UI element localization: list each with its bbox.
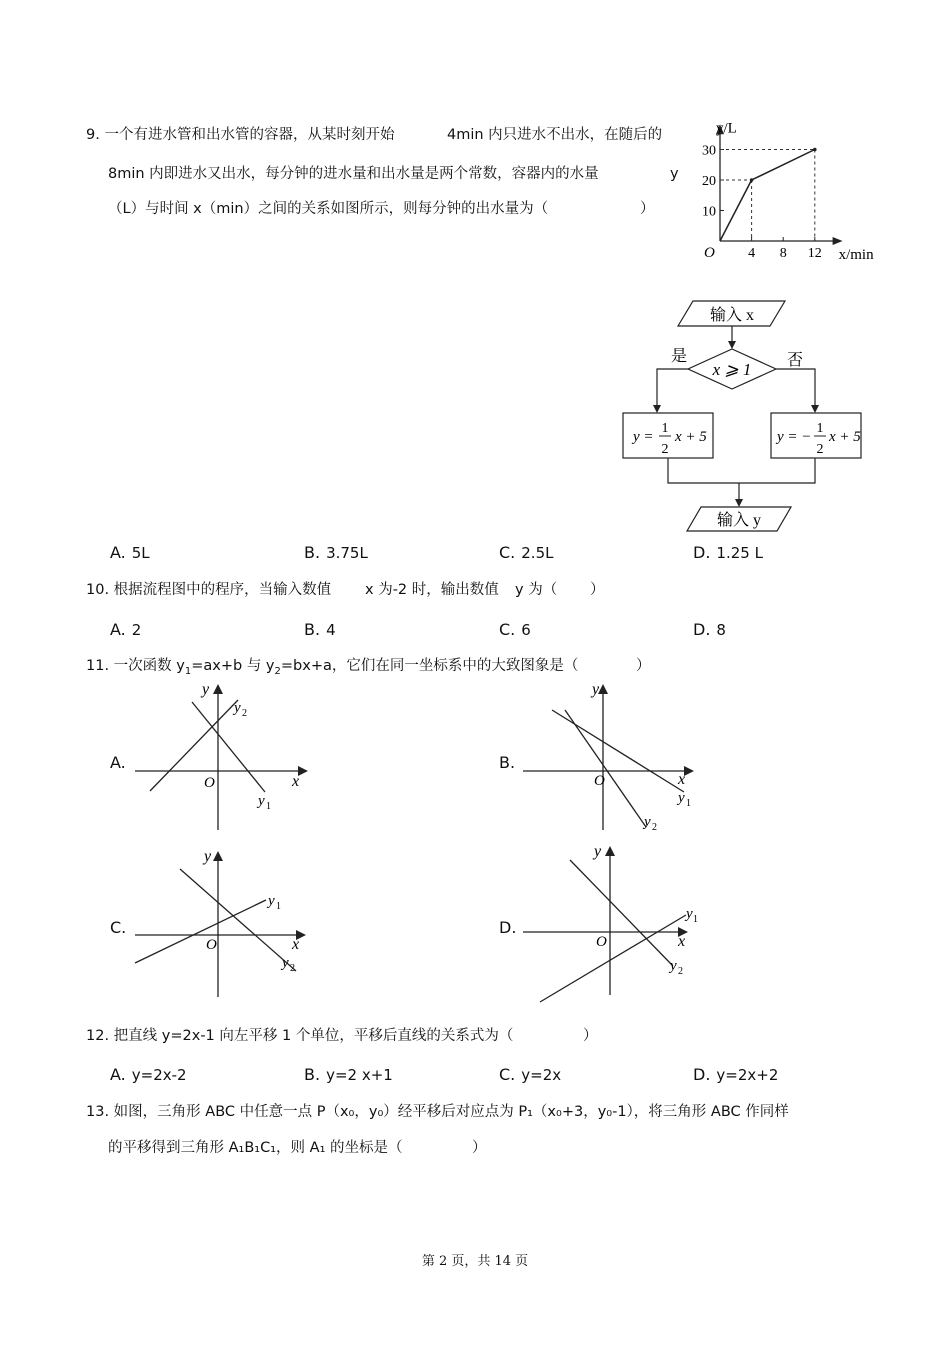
q12-option-b[interactable] [304, 1066, 393, 1084]
option-key: B. [304, 1065, 321, 1084]
option-key: A. [110, 1065, 126, 1084]
flowchart [615, 295, 880, 540]
series-line [720, 150, 815, 242]
data-point [750, 178, 754, 182]
line-y1-label: y [268, 893, 275, 909]
y-tick-label: 30 [702, 143, 716, 159]
line-y1-sub: 1 [276, 901, 281, 912]
flow-right-frac-den: 2 [816, 442, 824, 457]
option-text: y=2x+2 [716, 1066, 779, 1084]
option-key: D. [693, 1065, 711, 1084]
q10-stem-d: ） [590, 582, 605, 598]
q9-line3-tail: ） [640, 201, 655, 217]
line-y1-label: y [686, 906, 693, 922]
flow-left-lhs: y = [633, 429, 654, 445]
flow-left-frac-num: 1 [661, 421, 669, 436]
option-text: y=2x-2 [131, 1066, 187, 1084]
q11-option-a-key[interactable]: A. [110, 753, 126, 772]
line-y2-sub: 2 [678, 966, 683, 977]
option-key: D. [693, 543, 711, 562]
option-text: 4 [326, 621, 336, 639]
axis-y-label: y [594, 843, 602, 860]
q11-stem-a: 11. 一次函数 y [86, 658, 185, 674]
q11-stem-end: ） [636, 658, 651, 674]
axis-y-label: y [592, 681, 600, 698]
q12-stem: 12. 把直线 y=2x-1 向左平移 1 个单位，平移后直线的关系式为（ [86, 1028, 514, 1044]
origin-label: O [206, 937, 217, 953]
line-y1-sub: 1 [686, 798, 691, 809]
q9-option-d[interactable] [693, 544, 763, 562]
line-y2-label: y [670, 958, 677, 974]
line-y2-sub: 2 [242, 708, 247, 719]
origin-label: O [704, 245, 715, 261]
q13-line1: 13. 如图，三角形 ABC 中任意一点 P（x₀，y₀）经平移后对应点为 P₁（x₀+3，y₀-1），将三角形 ABC 作同样 [86, 1104, 789, 1120]
option-text: y=2x [521, 1066, 562, 1084]
q12-option-c[interactable] [499, 1066, 561, 1084]
option-key: A. [110, 620, 126, 639]
axis-x-label: x [678, 771, 686, 788]
q11-sub2: 2 [274, 665, 281, 677]
q11-stem-b: =ax+b 与 y [191, 658, 275, 674]
q11-graph-b[interactable] [518, 680, 698, 840]
q11-sub1: 1 [184, 665, 192, 677]
q9-line1-tail: 4min 内只进水不出水，在随后的 [447, 127, 663, 143]
line-y2-label: y [282, 955, 289, 971]
q9-chart [690, 110, 880, 270]
origin-label: O [596, 934, 607, 950]
option-key: D. [693, 620, 711, 639]
q10-stem-c: y 为（ [515, 582, 558, 598]
q12-option-d[interactable] [693, 1066, 778, 1084]
x-axis-label: x/min [838, 247, 874, 263]
q11-graph-c[interactable] [130, 845, 310, 1005]
option-key: B. [304, 620, 321, 639]
flow-arrow-out [735, 499, 743, 507]
y-tick-label: 20 [702, 174, 716, 189]
origin-label: O [204, 775, 215, 791]
flow-right-lhs: y = − [777, 429, 812, 445]
flow-right-frac-num: 1 [816, 421, 824, 436]
flow-output-text: 输入 y [716, 512, 762, 529]
option-text: 8 [716, 621, 726, 639]
q11-stem-c: =bx+a，它们在同一坐标系中的大致图象是（ [280, 658, 579, 674]
q12-option-a[interactable] [110, 1066, 187, 1084]
flow-no-label: 否 [787, 352, 804, 369]
axis-x-label: x [292, 936, 300, 953]
x-tick-label: 12 [807, 246, 822, 261]
y-axis-label: y/L [716, 120, 737, 137]
q9-option-a[interactable] [110, 544, 150, 562]
option-text: 6 [521, 621, 531, 639]
axis-x-label: x [678, 933, 686, 950]
line-y1-sub: 1 [266, 801, 271, 812]
q9-line2-tail: y [670, 166, 679, 182]
flow-input-text: 输入 x [709, 307, 755, 324]
flow-arrow-left [653, 405, 661, 413]
q10-option-b[interactable] [304, 621, 336, 639]
x-tick-label: 8 [779, 246, 787, 261]
q9-option-b[interactable] [304, 544, 368, 562]
flow-left-frac-den: 2 [661, 442, 669, 457]
line-y2-label: y [644, 814, 651, 830]
data-point [813, 148, 817, 152]
origin-label: O [594, 773, 605, 789]
q10-stem-a: 10. 根据流程图中的程序，当输入数值 [86, 582, 332, 598]
q12-stem-end: ） [583, 1028, 598, 1044]
option-text: 5L [131, 544, 150, 562]
axis-y-label: y [202, 681, 210, 698]
line-y2-label: y [234, 700, 241, 716]
y-tick-label: 10 [702, 204, 716, 220]
q11-graph-a[interactable] [130, 680, 310, 840]
q9-line1: 9. 一个有进水管和出水管的容器，从某时刻开始 [86, 127, 395, 143]
q10-option-c[interactable] [499, 621, 531, 639]
option-text: 1.25 L [716, 544, 763, 562]
flow-yes-label: 是 [671, 348, 688, 365]
flow-arrow-1 [728, 341, 736, 349]
q13-line2: 的平移得到三角形 A₁B₁C₁，则 A₁ 的坐标是（ [108, 1140, 403, 1156]
option-text: 3.75L [326, 544, 368, 562]
q9-line3: （L）与时间 x（min）之间的关系如图所示，则每分钟的出水量为（ [108, 201, 549, 217]
q11-stem [86, 657, 578, 681]
option-key: C. [499, 1065, 516, 1084]
q10-option-a[interactable] [110, 621, 141, 639]
flow-left-rhs: x + 5 [675, 429, 707, 445]
option-text: 2.5L [521, 544, 554, 562]
option-key: C. [499, 543, 516, 562]
line-y1-sub: 1 [693, 914, 698, 925]
q11-option-d-key[interactable]: D. [499, 918, 517, 937]
q10-stem-b: x 为-2 时，输出数值 [365, 582, 499, 598]
q11-option-b-key[interactable]: B. [499, 753, 516, 772]
x-tick-label: 4 [748, 246, 756, 261]
line-y2-sub: 2 [290, 963, 295, 974]
option-key: A. [110, 543, 126, 562]
axis-y-label: y [204, 848, 212, 865]
option-key: B. [304, 543, 321, 562]
q10-option-d[interactable] [693, 621, 726, 639]
q11-graph-d[interactable] [518, 840, 698, 1005]
q11-option-c-key[interactable]: C. [110, 918, 127, 937]
x-axis-arrow [833, 237, 843, 245]
q13-line2-end: ） [472, 1140, 487, 1156]
option-key: C. [499, 620, 516, 639]
flow-condition-text: x ⩾ 1 [712, 360, 752, 379]
line-y1-label: y [678, 790, 685, 806]
axis-x-label: x [292, 773, 300, 790]
line-y2-sub: 2 [652, 822, 657, 833]
page-footer: 第 2 页，共 14 页 [421, 1254, 529, 1269]
q9-option-c[interactable] [499, 544, 553, 562]
option-text: y=2 x+1 [326, 1066, 393, 1084]
q9-line2: 8min 内即进水又出水，每分钟的进水量和出水量是两个常数，容器内的水量 [108, 166, 599, 182]
line-y1-label: y [258, 793, 265, 809]
flow-right-rhs: x + 5 [829, 429, 861, 445]
option-text: 2 [131, 621, 142, 639]
flow-arrow-right [811, 405, 819, 413]
